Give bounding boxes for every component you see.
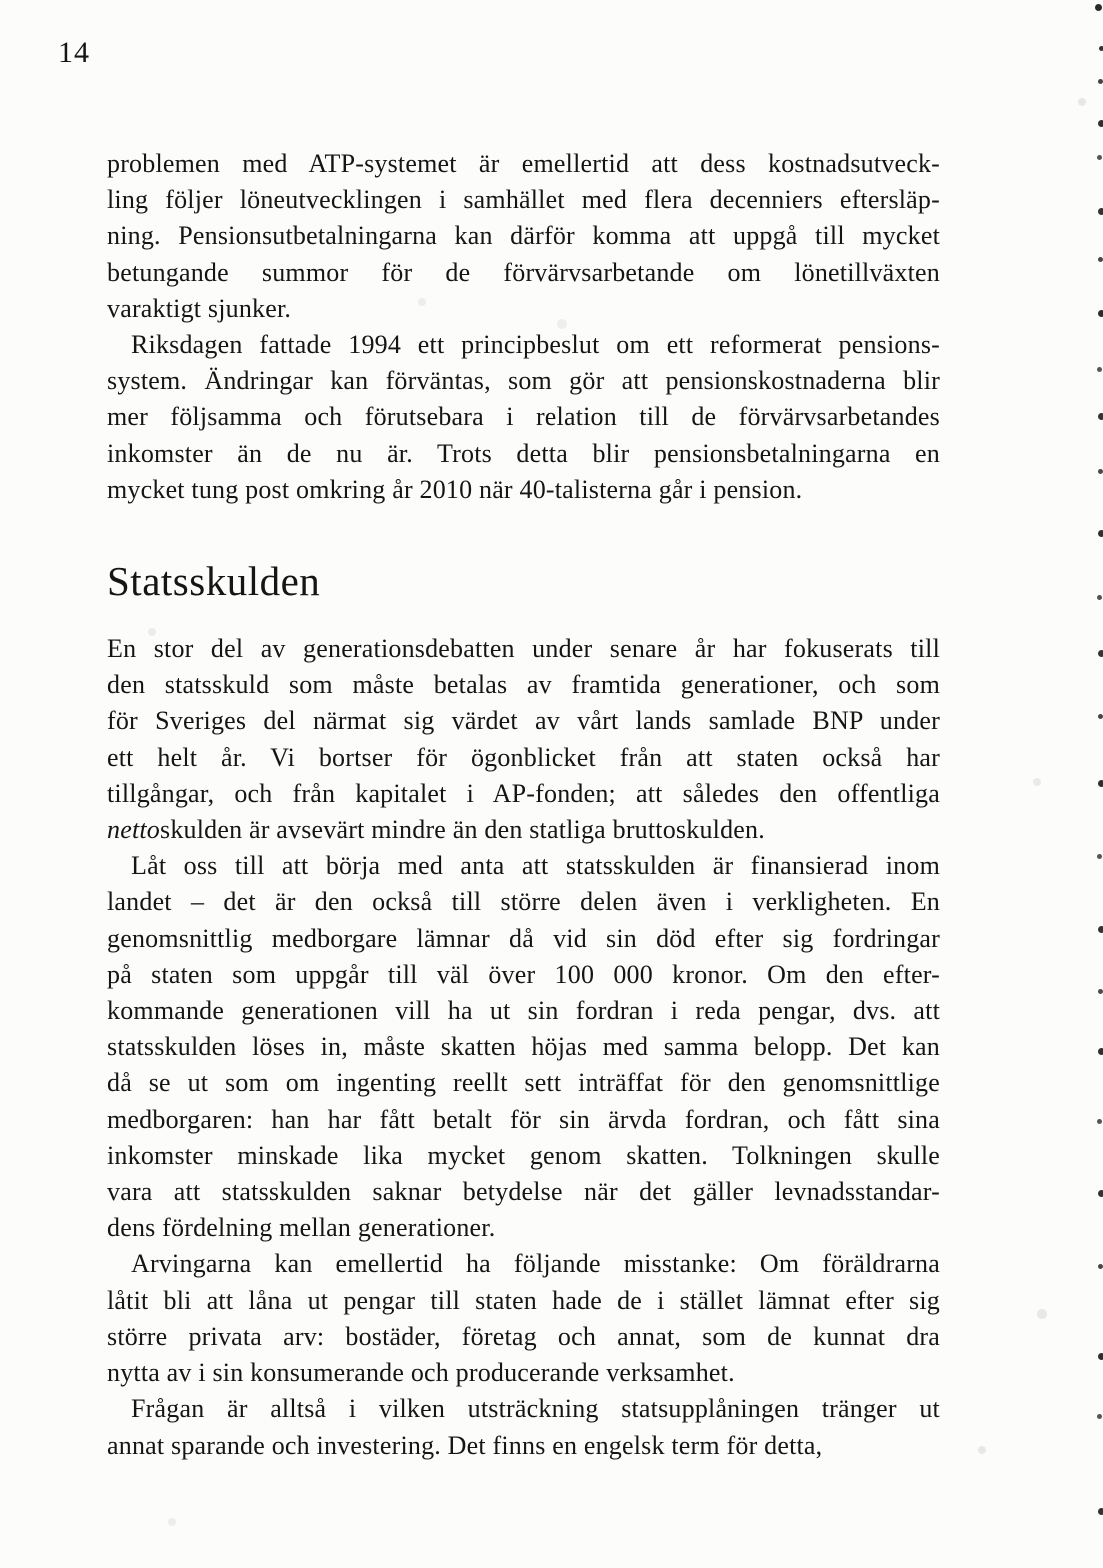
paragraph [107, 631, 940, 848]
scan-artifacts-faint [0, 0, 4, 4]
text-line: Riksdagen fattade 1994 ett principbeslut om ett reformerat pensions- [131, 330, 940, 360]
section-heading: Statsskulden [107, 558, 321, 605]
text-line: betungande summor för de förvärvsarbetande om lönetillväxten [107, 257, 940, 287]
text-line: då se ut som om ingenting reellt sett inträffat för den genomsnittlige [107, 1068, 940, 1098]
text-line: inkomster än de nu är. Trots detta blir pensionsbetalningarna en [107, 438, 940, 468]
paragraph [107, 848, 940, 1246]
text-line: problemen med ATP-systemet är emellertid att dess kostnadsutveck- [107, 149, 940, 178]
text-line: medborgaren: han har fått betalt för sin ärvda fordran, och fått sina [107, 1104, 940, 1134]
text-line: inkomster minskade lika mycket genom skatten. Tolkningen skulle [107, 1140, 940, 1170]
text-line: kommande generationen vill ha ut sin fordran i reda pengar, dvs. att [107, 996, 940, 1026]
text-line-with-italic [107, 812, 940, 848]
text-line: landet – det är den också till större delen även i verkligheten. En [107, 887, 940, 917]
paragraph [107, 327, 940, 508]
text-body [107, 146, 940, 1464]
text-line: En stor del av generationsdebatten under senare år har fokuserats till [107, 634, 940, 664]
text-line: ning. Pensionsutbetalningarna kan därför komma att uppgå till mycket [107, 221, 940, 251]
text-line: mer följsamma och förutsebara i relation till de förvärvsarbetandes [107, 402, 940, 432]
text-line: genomsnittlig medborgare lämnar då vid sin död efter sig fordringar [107, 923, 940, 953]
text-line: statsskulden löses in, måste skatten höjas med samma belopp. Det kan [107, 1032, 940, 1062]
text-line: tillgångar, och från kapitalet i AP-fonden; att således den offentliga [107, 778, 940, 808]
italic-text: netto [107, 815, 160, 845]
text-line: Låt oss till att börja med anta att statsskulden är finansierad inom [131, 851, 940, 881]
text-line: ling följer löneutvecklingen i samhället med flera decenniers eftersläp- [107, 185, 940, 215]
paragraph [107, 1246, 940, 1391]
text-line: nytta av i sin konsumerande och producerande verksamhet. [107, 1358, 735, 1388]
text-line: Arvingarna kan emellertid ha följande misstanke: Om föräldrarna [131, 1249, 940, 1279]
text-line: mycket tung post omkring år 2010 när 40-talisterna går i pension. [107, 474, 803, 504]
paragraph [107, 1391, 940, 1463]
paragraph [107, 146, 940, 327]
text-line: Frågan är alltså i vilken utsträckning statsupplåningen tränger ut [131, 1394, 940, 1424]
page-number: 14 [58, 36, 90, 69]
text-line: vara att statsskulden saknar betydelse när det gäller levnadsstandar- [107, 1177, 940, 1207]
text-line: på staten som uppgår till väl över 100 000 kronor. Om den efter- [107, 959, 940, 989]
text-line: ett helt år. Vi bortser för ögonblicket från att staten också har [107, 742, 940, 772]
text-line: den statsskuld som måste betalas av framtida generationer, och som [107, 670, 940, 700]
text-line: system. Ändringar kan förväntas, som gör att pensionskostnaderna blir [107, 366, 940, 396]
text-line: varaktigt sjunker. [107, 293, 292, 323]
text-line: för Sveriges del närmat sig värdet av vårt lands samlade BNP under [107, 706, 940, 736]
text-line: dens fördelning mellan generationer. [107, 1213, 496, 1243]
text-line: låtit bli att låna ut pengar till staten hade de i stället lämnat efter sig [107, 1285, 940, 1315]
text-line: större privata arv: bostäder, företag och annat, som de kunnat dra [107, 1321, 940, 1351]
text-line: annat sparande och investering. Det finns en engelsk term för detta, [107, 1430, 823, 1460]
plain-text: skulden är avsevärt mindre än den statliga bruttoskulden. [160, 815, 765, 845]
